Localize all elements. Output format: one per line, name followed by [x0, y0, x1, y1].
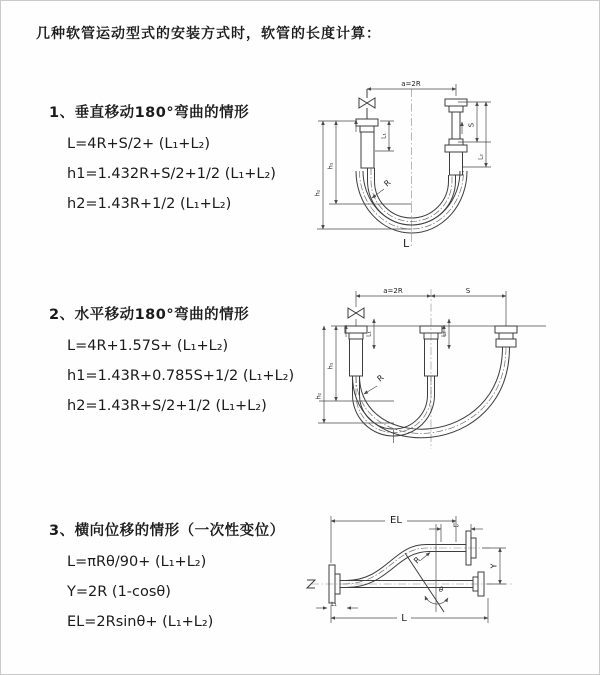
formula-y-3: Y=2R (1-cosθ): [67, 584, 171, 600]
valve-icon: [359, 89, 375, 119]
formula-el-3: EL=2Rsinθ+ (L₁+L₂): [67, 614, 214, 630]
right-flange-upper: [445, 99, 467, 139]
dim-h1: [319, 326, 394, 401]
diagram-lateral-displacement: [301, 496, 581, 661]
dim-label-s: S: [467, 122, 476, 128]
section-2-heading: 2、水平移动180°弯曲的情形: [49, 307, 250, 323]
section-1-heading: 1、垂直移动180°弯曲的情形: [49, 105, 250, 121]
radius-label: R: [375, 373, 386, 384]
dim-label-l1: L₁: [331, 601, 337, 608]
dim-label-a2r: a=2R: [383, 287, 403, 295]
left-flange: [345, 326, 367, 339]
dim-label-l2: L₂: [477, 154, 485, 160]
section-horizontal-bend: [35, 303, 315, 427]
formula-length-1: L=4R+S/2+ (L₁+L₂): [67, 136, 210, 152]
dim-label-h1: h₁: [326, 362, 335, 370]
angle-construction: [405, 524, 448, 612]
formula-h1-2: h1=1.43R+0.785S+1/2 (L₁+L₂): [67, 368, 295, 384]
dim-l: [331, 598, 488, 624]
dim-y: [482, 548, 506, 584]
dim-label-y: Y: [489, 563, 499, 569]
dim-l1: [316, 601, 358, 608]
dim-label-s: S: [465, 287, 471, 295]
left-braid-hose: [361, 132, 374, 168]
dim-label-l2: L₂: [440, 331, 448, 337]
dim-l1: [366, 319, 375, 349]
length-label: L: [403, 237, 410, 250]
formula-h1-1: h1=1.432R+S/2+1/2 (L₁+L₂): [67, 166, 276, 182]
section-vertical-bend: [35, 101, 315, 225]
page-title: 几种软管运动型式的安装方式时，软管的长度计算：: [36, 26, 381, 42]
radius-label: R: [382, 178, 393, 189]
angle-label: θ: [439, 586, 444, 594]
right-braid-hose: [450, 152, 463, 175]
dim-label-h1: h₁: [326, 162, 335, 170]
hose-position-1: [353, 376, 435, 436]
diagram-horizontal-bend: [301, 281, 581, 461]
left-braid-hose: [350, 339, 363, 376]
dim-label-a2r: a=2R: [401, 80, 421, 88]
dim-label-el: EL: [390, 515, 402, 526]
dim-label-l1: L₁: [365, 331, 373, 337]
diagram-vertical-bend: [301, 71, 501, 256]
dim-label-l2: L₂: [453, 522, 459, 529]
dim-h1: [318, 121, 412, 204]
dim-label-l: L: [401, 613, 407, 624]
dim-el: [331, 513, 456, 563]
formula-length-3: L=πRθ/90+ (L₁+L₂): [67, 554, 207, 570]
displaced-hose: [343, 545, 466, 588]
dim-l2: [441, 319, 450, 349]
right-flange: [495, 326, 517, 347]
valve-icon: [348, 308, 364, 318]
dim-label-h2: h₂: [314, 392, 323, 400]
dim-stroke-s: [431, 287, 506, 296]
formula-h2-2: h2=1.43R+S/2+1/2 (L₁+L₂): [67, 398, 267, 414]
formula-length-2: L=4R+1.57S+ (L₁+L₂): [67, 338, 229, 354]
formula-h2-1: h2=1.43R+1/2 (L₁+L₂): [67, 196, 232, 212]
radius-label: R: [412, 555, 423, 566]
dim-label-l1: L₁: [380, 133, 388, 139]
radius-callout: [364, 373, 386, 394]
left-flange: [356, 119, 378, 132]
section-3-heading: 3、横向位移的情形（一次性变位）: [49, 523, 285, 539]
dim-label-h2: h₂: [313, 189, 322, 197]
section-lateral-displacement: [35, 519, 315, 643]
right-flange-lower: [445, 139, 467, 152]
